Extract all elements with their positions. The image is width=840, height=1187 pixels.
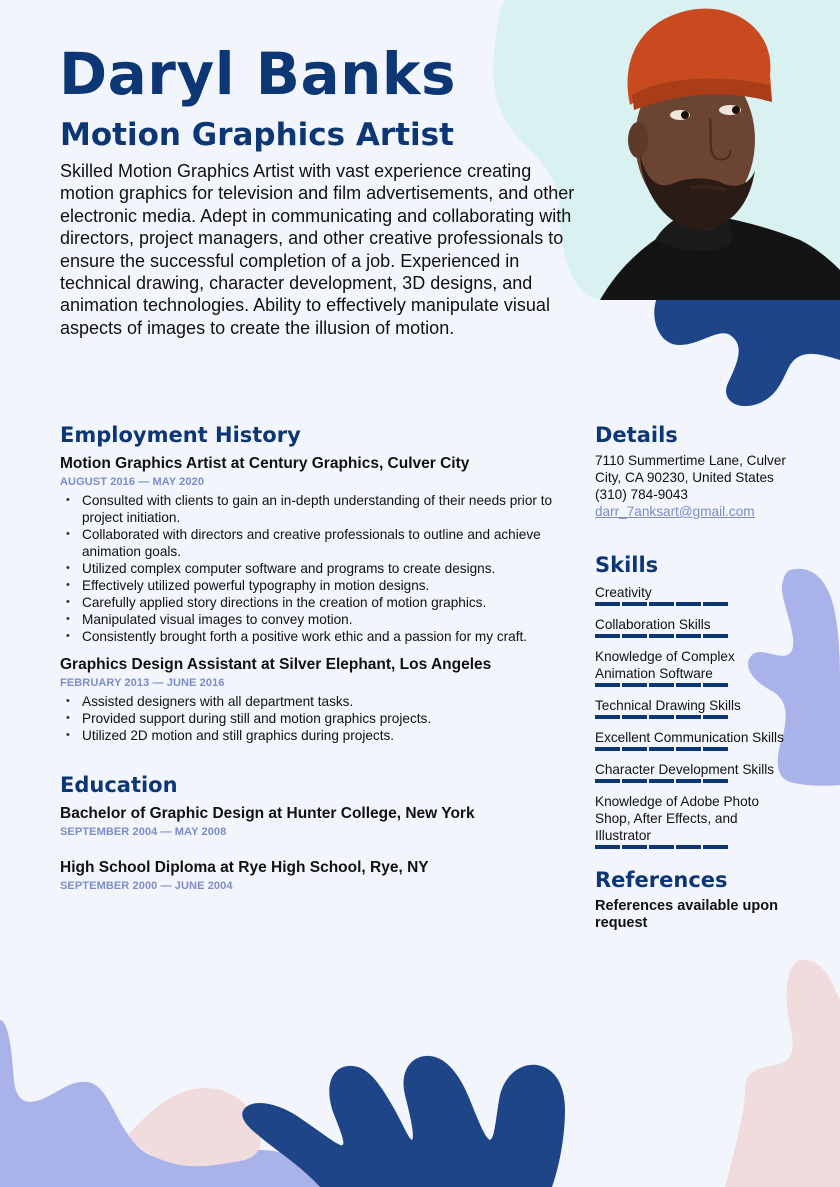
skill-label: Collaboration Skills <box>595 617 711 632</box>
skill-item <box>595 761 795 783</box>
bullet-item: • Effectively utilized powerful typography in motion designs. <box>60 577 570 594</box>
skill-level-bar <box>595 747 728 751</box>
education-heading: Education <box>60 773 178 797</box>
skill-level-bar <box>595 602 728 606</box>
bullet-item: • Consistently brought forth a positive work ethic and a passion for my craft. <box>60 628 570 645</box>
details-section <box>595 420 795 520</box>
skill-label: Knowledge of Adobe Photo Shop, After Effects, and Illustrator <box>595 794 760 843</box>
references-section <box>595 865 795 932</box>
skill-level-bar <box>595 845 728 849</box>
bullet-list <box>60 693 570 744</box>
skill-label: Knowledge of Complex Animation Software <box>595 649 735 681</box>
entry-title: Motion Graphics Artist at Century Graphics, Culver City <box>60 455 470 472</box>
skill-label: Excellent Communication Skills <box>595 730 784 745</box>
skill-level-bar <box>595 715 728 719</box>
bullet-item: • Collaborated with directors and creative professionals to outline and achieve animation goals. <box>60 526 570 560</box>
employment-entry <box>60 454 570 645</box>
skill-item <box>595 697 795 719</box>
skill-level-bar <box>595 779 728 783</box>
skills-heading: Skills <box>595 553 659 577</box>
email-link[interactable]: darr_7anksart@gmail.com <box>595 504 755 519</box>
phone-number: (310) 784-9043 <box>595 487 688 502</box>
candidate-name: Daryl Banks <box>59 40 456 108</box>
bullet-item: • Assisted designers with all department tasks. <box>60 693 570 710</box>
employment-section <box>60 420 570 744</box>
entry-dates: SEPTEMBER 2004 — MAY 2008 <box>60 826 227 838</box>
job-title: Motion Graphics Artist <box>60 117 454 153</box>
bullet-item: • Carefully applied story directions in the creation of motion graphics. <box>60 594 570 611</box>
entry-title: Bachelor of Graphic Design at Hunter College, New York <box>60 805 475 822</box>
entry-dates: SEPTEMBER 2000 — JUNE 2004 <box>60 880 233 892</box>
skill-level-bar <box>595 683 728 687</box>
entry-title: Graphics Design Assistant at Silver Elephant, Los Angeles <box>60 656 492 673</box>
bullet-item: • Provided support during still and motion graphics projects. <box>60 710 570 727</box>
entry-dates: FEBRUARY 2013 — JUNE 2016 <box>60 677 225 689</box>
skills-section <box>595 550 795 849</box>
bullet-item: • Consulted with clients to gain an in-depth understanding of their needs prior to project initiation. <box>60 492 570 526</box>
skill-item <box>595 729 795 751</box>
right-column <box>595 420 795 932</box>
education-entry <box>60 858 570 894</box>
skill-item <box>595 648 795 687</box>
skill-level-bar <box>595 634 728 638</box>
details-heading: Details <box>595 423 678 447</box>
references-text: References available upon request <box>595 898 778 931</box>
bullet-item: • Utilized 2D motion and still graphics during projects. <box>60 727 570 744</box>
bullet-item: • Utilized complex computer software and programs to create designs. <box>60 560 570 577</box>
education-entry <box>60 804 570 840</box>
employment-heading: Employment History <box>60 423 301 447</box>
references-heading: References <box>595 868 728 892</box>
skill-item <box>595 584 795 606</box>
skill-label: Technical Drawing Skills <box>595 698 741 713</box>
bullet-item: • Manipulated visual images to convey motion. <box>60 611 570 628</box>
employment-entry <box>60 655 570 744</box>
skill-item <box>595 793 795 849</box>
education-section <box>60 770 570 894</box>
profile-summary: Skilled Motion Graphics Artist with vast experience creating motion graphics for television and film advertisements, and other electronic media. Adept in communicating and collaborating with directors, project managers, and other creative professionals to ensure the successful completion of a job. Experienced in technical drawing, character development, 3D designs, and animation technologies. Ability to effectively manipulate visual aspects of images to create the illusion of motion. <box>60 161 575 338</box>
left-column <box>60 420 570 894</box>
address: 7110 Summertime Lane, Culver City, CA 90230, United States <box>595 453 786 485</box>
peach-blob-shape <box>725 960 840 1187</box>
skill-label: Creativity <box>595 585 652 600</box>
skill-label: Character Development Skills <box>595 762 775 777</box>
portrait-photo <box>560 0 840 300</box>
bullet-list <box>60 492 570 645</box>
entry-title: High School Diploma at Rye High School, Rye, NY <box>60 859 429 876</box>
skill-item <box>595 616 795 638</box>
entry-dates: AUGUST 2016 — MAY 2020 <box>60 476 205 488</box>
